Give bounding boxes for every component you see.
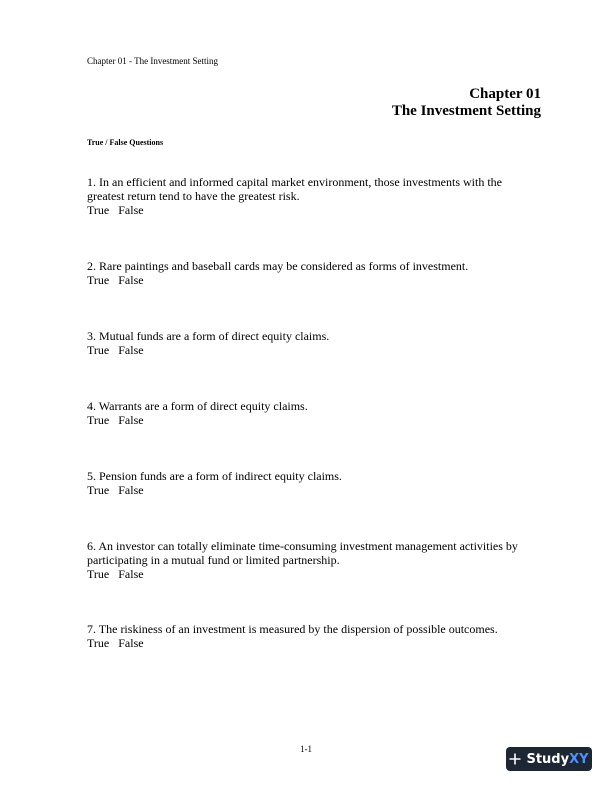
chapter-number: Chapter 01 xyxy=(469,86,541,102)
answer-options xyxy=(87,413,537,427)
answer-options xyxy=(87,567,537,581)
answer-true[interactable]: True xyxy=(87,273,110,287)
answer-false[interactable]: False xyxy=(118,636,144,650)
answer-options xyxy=(87,483,537,497)
logo-accent: XY xyxy=(569,751,589,767)
question-2 xyxy=(87,259,537,287)
question-7 xyxy=(87,622,537,650)
question-text: 1. In an efficient and informed capital market environment, those investments with the greatest return tend to have the greatest risk. xyxy=(87,175,502,203)
answer-false[interactable]: False xyxy=(118,413,144,427)
answer-false[interactable]: False xyxy=(118,483,144,497)
question-3 xyxy=(87,329,537,357)
answer-false[interactable]: False xyxy=(118,203,144,217)
answer-false[interactable]: False xyxy=(118,273,144,287)
section-label: True / False Questions xyxy=(87,138,164,147)
studyxy-logo[interactable] xyxy=(506,747,592,771)
question-text: 4. Warrants are a form of direct equity claims. xyxy=(87,399,308,413)
answer-true[interactable]: True xyxy=(87,343,110,357)
question-text: 3. Mutual funds are a form of direct equity claims. xyxy=(87,329,330,343)
question-5 xyxy=(87,469,537,497)
answer-options xyxy=(87,273,537,287)
question-4 xyxy=(87,399,537,427)
answer-options xyxy=(87,636,537,650)
question-text: 7. The riskiness of an investment is measured by the dispersion of possible outcomes. xyxy=(87,622,498,636)
answer-true[interactable]: True xyxy=(87,567,110,581)
answer-false[interactable]: False xyxy=(118,343,144,357)
answer-options xyxy=(87,203,537,217)
question-text: 6. An investor can totally eliminate time-consuming investment management activities by participating in a mutual fund or limited partnership. xyxy=(87,539,518,567)
running-header: Chapter 01 - The Investment Setting xyxy=(87,56,219,66)
question-1 xyxy=(87,175,537,217)
plus-icon xyxy=(509,753,521,765)
answer-true[interactable]: True xyxy=(87,413,110,427)
answer-true[interactable]: True xyxy=(87,483,110,497)
answer-true[interactable]: True xyxy=(87,636,110,650)
chapter-name: The Investment Setting xyxy=(391,103,541,119)
answer-false[interactable]: False xyxy=(118,567,144,581)
answer-options xyxy=(87,343,537,357)
answer-true[interactable]: True xyxy=(87,203,110,217)
logo-wordmark: StudyXY xyxy=(526,751,589,767)
question-6 xyxy=(87,539,537,581)
question-text: 2. Rare paintings and baseball cards may be considered as forms of investment. xyxy=(87,259,469,273)
question-text: 5. Pension funds are a form of indirect equity claims. xyxy=(87,469,342,483)
chapter-title xyxy=(392,86,541,120)
page-number: 1-1 xyxy=(300,744,312,754)
